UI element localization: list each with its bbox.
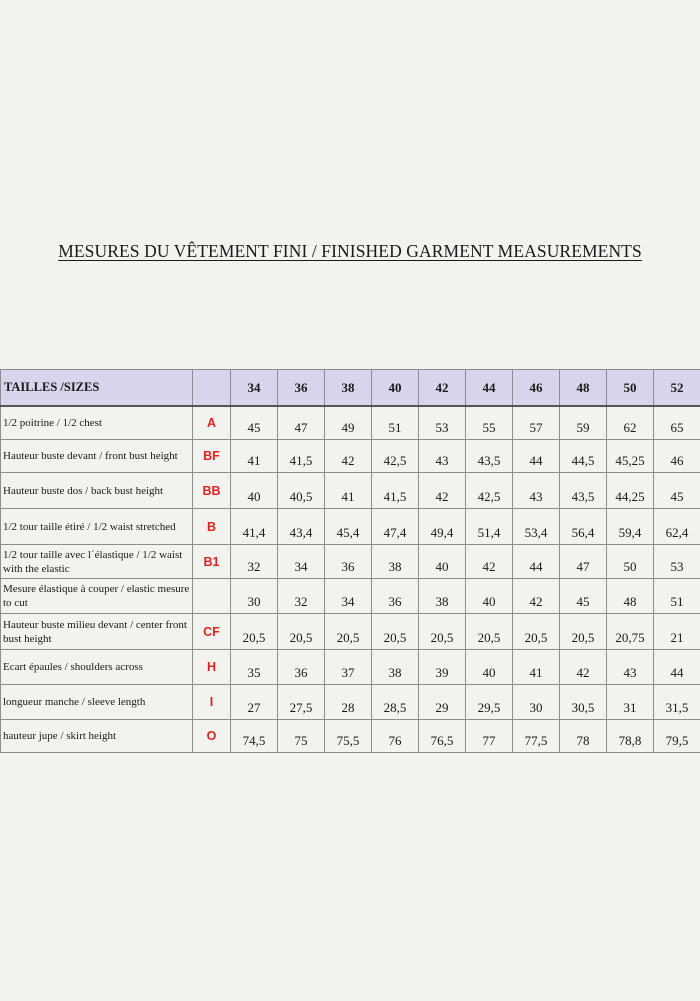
measurement-value: 42,5 xyxy=(372,440,419,473)
measurement-value: 38 xyxy=(372,650,419,685)
measurement-value: 27 xyxy=(231,685,278,720)
measurement-value: 34 xyxy=(278,545,325,579)
measurement-value: 39 xyxy=(419,650,466,685)
measurement-value: 43 xyxy=(419,440,466,473)
measurement-value: 42 xyxy=(419,473,466,509)
measurement-value: 41,5 xyxy=(278,440,325,473)
size-header-cell: 42 xyxy=(419,370,466,407)
measurement-value: 56,4 xyxy=(560,509,607,545)
measurement-value: 45 xyxy=(654,473,700,509)
measurement-value: 43,4 xyxy=(278,509,325,545)
measurement-value: 53 xyxy=(419,406,466,440)
measurement-value: 53,4 xyxy=(513,509,560,545)
measurement-value: 36 xyxy=(278,650,325,685)
measurement-value: 76,5 xyxy=(419,720,466,753)
measurement-value: 44,25 xyxy=(607,473,654,509)
measurement-value: 42,5 xyxy=(466,473,513,509)
measurement-code: CF xyxy=(193,614,231,650)
table-row xyxy=(1,720,700,753)
measurement-value: 38 xyxy=(419,579,466,614)
measurement-value: 79,5 xyxy=(654,720,700,753)
measurement-value: 47 xyxy=(560,545,607,579)
measurement-value: 32 xyxy=(231,545,278,579)
size-header-cell: 48 xyxy=(560,370,607,407)
measurement-value: 31 xyxy=(607,685,654,720)
table-row xyxy=(1,406,700,440)
measurement-value: 40 xyxy=(231,473,278,509)
measurement-value: 28 xyxy=(325,685,372,720)
measurement-value: 59,4 xyxy=(607,509,654,545)
measurement-value: 29 xyxy=(419,685,466,720)
measurement-value: 30,5 xyxy=(560,685,607,720)
measurement-value: 42 xyxy=(513,579,560,614)
measurement-value: 57 xyxy=(513,406,560,440)
measurement-value: 77 xyxy=(466,720,513,753)
measurement-value: 41,4 xyxy=(231,509,278,545)
measurement-value: 49 xyxy=(325,406,372,440)
measurement-value: 55 xyxy=(466,406,513,440)
measurement-value: 44 xyxy=(513,545,560,579)
measurement-value: 20,75 xyxy=(607,614,654,650)
sizes-header-label: TAILLES /SIZES xyxy=(1,370,193,407)
measurement-value: 48 xyxy=(607,579,654,614)
measurement-value: 44 xyxy=(654,650,700,685)
size-header-cell: 36 xyxy=(278,370,325,407)
size-header-cell: 38 xyxy=(325,370,372,407)
measurement-value: 20,5 xyxy=(560,614,607,650)
measurement-value: 20,5 xyxy=(278,614,325,650)
measurement-value: 40 xyxy=(466,579,513,614)
measurement-value: 35 xyxy=(231,650,278,685)
measurement-value: 51 xyxy=(372,406,419,440)
measurement-code xyxy=(193,579,231,614)
measurement-value: 20,5 xyxy=(419,614,466,650)
measurement-label: 1/2 poitrine / 1/2 chest xyxy=(1,406,193,440)
measurement-value: 50 xyxy=(607,545,654,579)
measurement-value: 77,5 xyxy=(513,720,560,753)
measurement-label: 1/2 tour taille avec l´élastique / 1/2 waist with the elastic xyxy=(1,545,193,579)
measurement-code: B1 xyxy=(193,545,231,579)
measurement-value: 43,5 xyxy=(560,473,607,509)
measurement-value: 51 xyxy=(654,579,700,614)
measurement-value: 34 xyxy=(325,579,372,614)
measurement-value: 20,5 xyxy=(372,614,419,650)
measurement-value: 28,5 xyxy=(372,685,419,720)
size-header-cell: 52 xyxy=(654,370,700,407)
measurement-code: BF xyxy=(193,440,231,473)
measurement-value: 44,5 xyxy=(560,440,607,473)
measurement-value: 41,5 xyxy=(372,473,419,509)
measurement-value: 53 xyxy=(654,545,700,579)
measurement-value: 42 xyxy=(325,440,372,473)
measurement-value: 29,5 xyxy=(466,685,513,720)
measurement-value: 32 xyxy=(278,579,325,614)
measurement-value: 41 xyxy=(325,473,372,509)
measurement-label: Ecart épaules / shoulders across xyxy=(1,650,193,685)
measurement-value: 37 xyxy=(325,650,372,685)
measurement-value: 40,5 xyxy=(278,473,325,509)
measurement-value: 36 xyxy=(372,579,419,614)
table-row xyxy=(1,650,700,685)
measurement-code: H xyxy=(193,650,231,685)
table-row xyxy=(1,579,700,614)
size-header-cell: 44 xyxy=(466,370,513,407)
measurement-label: Hauteur buste milieu devant / center front bust height xyxy=(1,614,193,650)
table-row xyxy=(1,685,700,720)
measurement-code: B xyxy=(193,509,231,545)
measurement-value: 45,4 xyxy=(325,509,372,545)
measurement-label: 1/2 tour taille étiré / 1/2 waist stretched xyxy=(1,509,193,545)
measurement-value: 40 xyxy=(419,545,466,579)
measurement-code: BB xyxy=(193,473,231,509)
measurement-code: O xyxy=(193,720,231,753)
measurement-value: 20,5 xyxy=(513,614,560,650)
measurement-value: 46 xyxy=(654,440,700,473)
measurement-label: hauteur jupe / skirt height xyxy=(1,720,193,753)
measurement-label: Hauteur buste devant / front bust height xyxy=(1,440,193,473)
table-row xyxy=(1,545,700,579)
table-row xyxy=(1,473,700,509)
size-header-cell: 50 xyxy=(607,370,654,407)
measurement-value: 62 xyxy=(607,406,654,440)
size-header-cell: 46 xyxy=(513,370,560,407)
measurement-value: 40 xyxy=(466,650,513,685)
size-header-cell: 34 xyxy=(231,370,278,407)
measurement-value: 43,5 xyxy=(466,440,513,473)
measurement-value: 27,5 xyxy=(278,685,325,720)
measurement-value: 75,5 xyxy=(325,720,372,753)
measurement-value: 78 xyxy=(560,720,607,753)
measurement-value: 31,5 xyxy=(654,685,700,720)
size-header-cell: 40 xyxy=(372,370,419,407)
measurement-value: 51,4 xyxy=(466,509,513,545)
table-row xyxy=(1,440,700,473)
measurement-code: A xyxy=(193,406,231,440)
measurement-value: 49,4 xyxy=(419,509,466,545)
measurement-value: 44 xyxy=(513,440,560,473)
measurement-value: 45 xyxy=(560,579,607,614)
measurement-value: 76 xyxy=(372,720,419,753)
measurement-value: 36 xyxy=(325,545,372,579)
measurement-value: 47 xyxy=(278,406,325,440)
measurement-value: 20,5 xyxy=(466,614,513,650)
measurement-value: 20,5 xyxy=(325,614,372,650)
table-header-row xyxy=(1,370,700,407)
measurement-value: 41 xyxy=(513,650,560,685)
table-row xyxy=(1,614,700,650)
page-title: MESURES DU VÊTEMENT FINI / FINISHED GARMENT MEASUREMENTS xyxy=(58,241,642,261)
measurement-value: 30 xyxy=(231,579,278,614)
measurement-value: 20,5 xyxy=(231,614,278,650)
measurement-code: I xyxy=(193,685,231,720)
measurement-label: Mesure élastique à couper / elastic mesure to cut xyxy=(1,579,193,614)
table-row xyxy=(1,509,700,545)
measurement-value: 45,25 xyxy=(607,440,654,473)
measurements-table xyxy=(0,369,700,753)
measurement-value: 30 xyxy=(513,685,560,720)
measurement-value: 43 xyxy=(513,473,560,509)
measurement-value: 21 xyxy=(654,614,700,650)
measurement-value: 65 xyxy=(654,406,700,440)
measurement-value: 41 xyxy=(231,440,278,473)
measurement-value: 42 xyxy=(466,545,513,579)
measurement-value: 43 xyxy=(607,650,654,685)
measurement-value: 59 xyxy=(560,406,607,440)
measurement-label: longueur manche / sleeve length xyxy=(1,685,193,720)
measurement-value: 62,4 xyxy=(654,509,700,545)
measurement-value: 38 xyxy=(372,545,419,579)
measurement-value: 42 xyxy=(560,650,607,685)
measurement-value: 74,5 xyxy=(231,720,278,753)
measurement-value: 45 xyxy=(231,406,278,440)
measurement-value: 78,8 xyxy=(607,720,654,753)
measurement-value: 47,4 xyxy=(372,509,419,545)
measurement-value: 75 xyxy=(278,720,325,753)
code-header-cell xyxy=(193,370,231,407)
measurement-label: Hauteur buste dos / back bust height xyxy=(1,473,193,509)
